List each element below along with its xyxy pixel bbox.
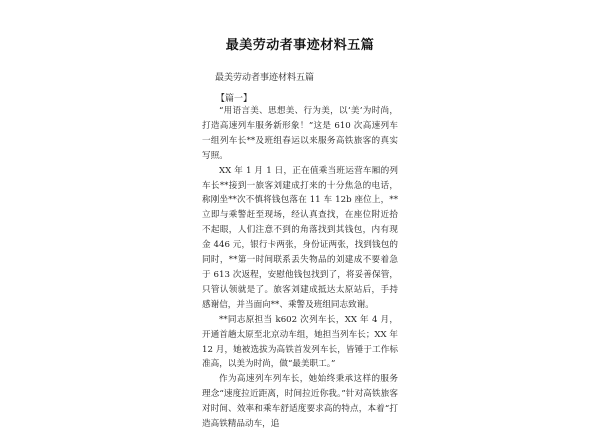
body-text: [202, 104, 398, 432]
paragraph: **同志原担当 k602 次列车长，XX 年 4 月，开通首趟太原至北京动车组，她担当列车长；XX 年 12 月，她被选拔为高铁首发列车长，皆锤于工作标准高，以美为时尚，做“最美职工。”: [202, 314, 398, 370]
document-title: 最美劳动者事迹材料五篇: [225, 38, 375, 53]
paragraph: “用语言美、思想美、行为美，以‘美’为时尚，打造高速列车服务新形象！”这是 610 次高速列车一组列车长**及班组春运以来服务高铁旅客的真实写照。: [202, 106, 398, 161]
paragraph: 作为高速列车列车长，她始终秉承这样的服务理念“速度拉近距离，时间拉近你我。”针对高铁旅客对时间、效率和乘车舒适度要求高的特点，本着“打造高铁精品动车，追: [202, 374, 398, 430]
paragraph: XX 年 1 月 1 日，正在值乘当班运营车厢的列车长**接到一旅客刘建成打来的十分焦急的电话，称刚坐**次不慎将钱包落在 11 车 12b 座位上，**立即与乘警赶至现场，经认真查找，在座位附近拾不起眼，人们注意不到的角落找到其钱包，内有现金 446 元，银行卡两张，身份证两张，找到钱包的同时，**第一时间联系丢失物品的刘建成不要着急于 613 次返程，安慰他钱包找到了，将妥善保管，只管认领就是了。旅客刘建成抵达太原站后，手持感谢信，并当面向**、乘警及班组同志致谢。: [202, 165, 398, 310]
document-subtitle: 最美劳动者事迹材料五篇: [215, 73, 315, 83]
section-label: 【篇一】: [216, 94, 253, 104]
